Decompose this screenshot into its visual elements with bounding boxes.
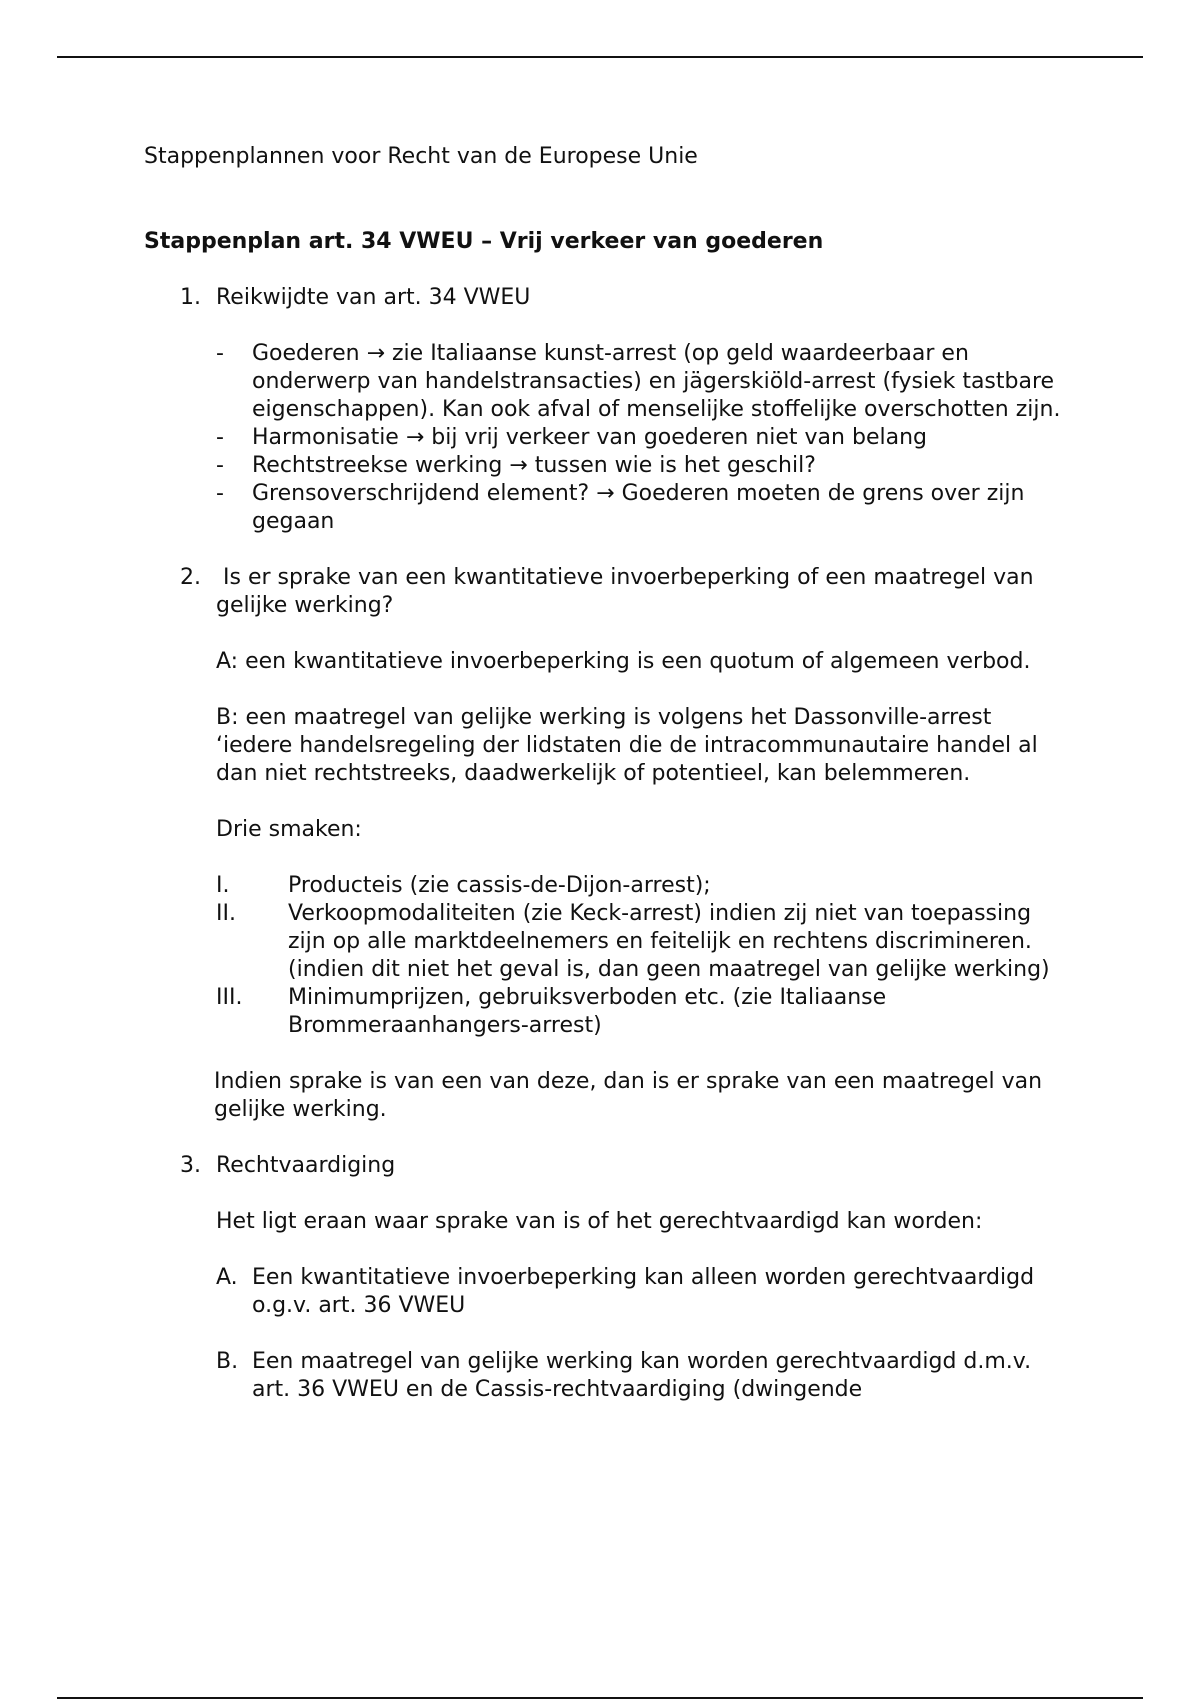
alpha-list [216,1264,1064,1404]
step-title: Reikwijdte van art. 34 VWEU [216,285,531,310]
dash-marker: - [216,341,224,366]
dash-marker: - [216,481,224,506]
list-item: I. Producteis (zie cassis-de-Dijon-arrest); [216,873,711,898]
step-number: 1. [180,285,201,310]
conclusion: Indien sprake is van een van deze, dan is er sprake van een maatregel van gelijke werking. [214,1069,1043,1122]
list-item: - Goederen → zie Italiaanse kunst-arrest (op geld waardeerbaar en onderwerp van handelstransacties) en jägerskiöld-arrest (fysiek tastbare eigenschappen). Kan ook afval of menselijke stoffelijke overschotten zijn. [216,341,1061,422]
step-title: Is er sprake van een kwantitatieve invoerbeperking of een maatregel van gelijke werking? [216,565,1041,618]
document-page [144,143,1064,1432]
list-item: A. Een kwantitatieve invoerbeperking kan alleen worden gerechtvaardigd o.g.v. art. 36 VWEU [216,1265,1035,1318]
dash-marker: - [216,425,224,450]
list-item: - Harmonisatie → bij vrij verkeer van goederen niet van belang [216,425,927,450]
intro-paragraph: Het ligt eraan waar sprake van is of het gerechtvaardigd kan worden: [216,1209,983,1234]
flavours-intro: Drie smaken: [216,817,362,842]
list-item: - Rechtstreekse werking → tussen wie is het geschil? [216,453,816,478]
list-item: II. Verkoopmodaliteiten (zie Keck-arrest) indien zij niet van toepassing zijn op alle marktdeelnemers en feitelijk en rechtens discrimineren. (indien dit niet het geval is, dan geen maatregel van gelijke werking) [216,901,1050,982]
step-title: Rechtvaardiging [216,1153,396,1178]
list-item: III. Minimumprijzen, gebruiksverboden etc. (zie Italiaanse Brommeraanhangers-arrest) [216,985,887,1038]
paragraph-b: B: een maatregel van gelijke werking is volgens het Dassonville-arrest ‘iedere handelsregeling der lidstaten die de intracommunautaire handel al dan niet rechtstreeks, daadwerkelijk of potentieel, kan belemmeren. [216,705,1038,786]
paragraph-a: A: een kwantitatieve invoerbeperking is een quotum of algemeen verbod. [216,649,1031,674]
section-heading: Stappenplan art. 34 VWEU – Vrij verkeer van goederen [144,229,824,254]
roman-list [216,872,1064,1040]
list-item: B. Een maatregel van gelijke werking kan worden gerechtvaardigd d.m.v. art. 36 VWEU en de Cassis-rechtvaardiging (dwingende [216,1349,1032,1402]
step-1 [144,284,1064,536]
step-2 [144,564,1064,1124]
step-number: 3. [180,1153,201,1178]
footer-rule [57,1697,1143,1699]
step-number: 2. [180,565,201,590]
document-title: Stappenplannen voor Recht van de Europese Unie [144,144,698,169]
bullet-list [216,340,1064,536]
list-item: - Grensoverschrijdend element? → Goederen moeten de grens over zijn gegaan [216,481,1025,534]
dash-marker: - [216,453,224,478]
step-3 [144,1152,1064,1432]
header-rule [57,56,1143,58]
